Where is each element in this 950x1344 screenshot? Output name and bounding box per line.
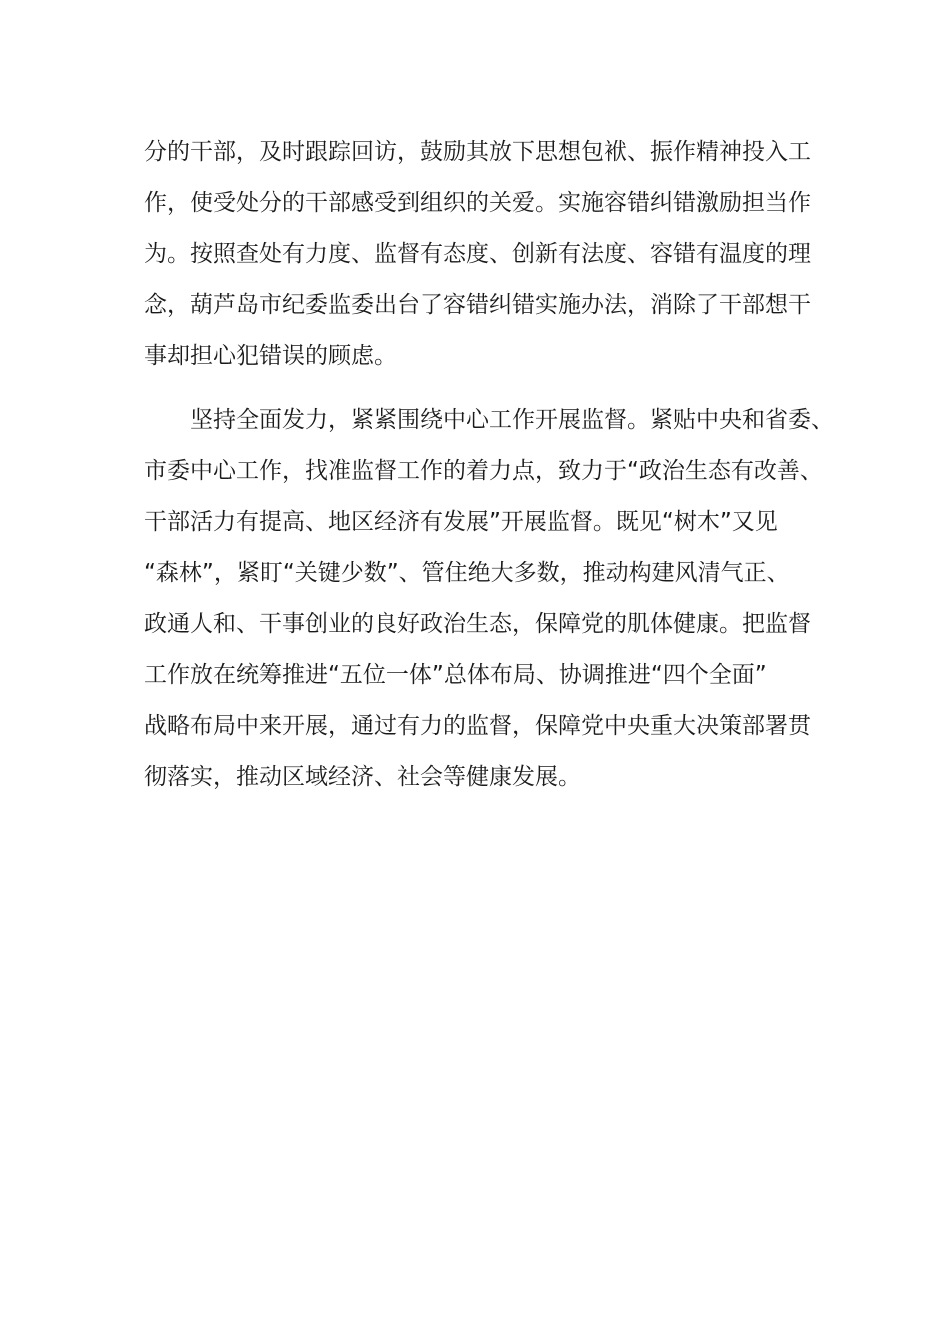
text-line: 坚持全面发力，紧紧围绕中心工作开展监督。紧贴中央和省委、 bbox=[190, 407, 834, 433]
paragraph-1 bbox=[144, 127, 811, 382]
text-line: 战略布局中来开展，通过有力的监督，保障党中央重大决策部署贯 bbox=[144, 713, 811, 739]
text-line: “森林”，紧盯“关键少数”、管住绝大多数，推动构建风清气正、 bbox=[144, 560, 790, 586]
text-line: 政通人和、干事创业的良好政治生态，保障党的肌体健康。把监督 bbox=[144, 611, 811, 637]
text-line: 念，葫芦岛市纪委监委出台了容错纠错实施办法，消除了干部想干 bbox=[144, 292, 811, 318]
text-line: 事却担心犯错误的顾虑。 bbox=[144, 343, 397, 369]
document-body bbox=[144, 127, 834, 803]
paragraph-spacer bbox=[144, 382, 804, 395]
text-line: 彻落实，推动区域经济、社会等健康发展。 bbox=[144, 764, 581, 790]
text-line: 分的干部，及时跟踪回访，鼓励其放下思想包袱、振作精神投入工 bbox=[144, 139, 811, 165]
text-line: 为。按照查处有力度、监督有态度、创新有法度、容错有温度的理 bbox=[144, 241, 811, 267]
text-line: 工作放在统筹推进“五位一体”总体布局、协调推进“四个全面” bbox=[144, 662, 767, 688]
text-line: 干部活力有提高、地区经济有发展”开展监督。既见“树木”又见 bbox=[144, 509, 778, 535]
text-line: 市委中心工作，找准监督工作的着力点，致力于“政治生态有改善、 bbox=[144, 458, 823, 484]
paragraph-2 bbox=[144, 395, 834, 803]
text-line: 作，使受处分的干部感受到组织的关爱。实施容错纠错激励担当作 bbox=[144, 190, 811, 216]
